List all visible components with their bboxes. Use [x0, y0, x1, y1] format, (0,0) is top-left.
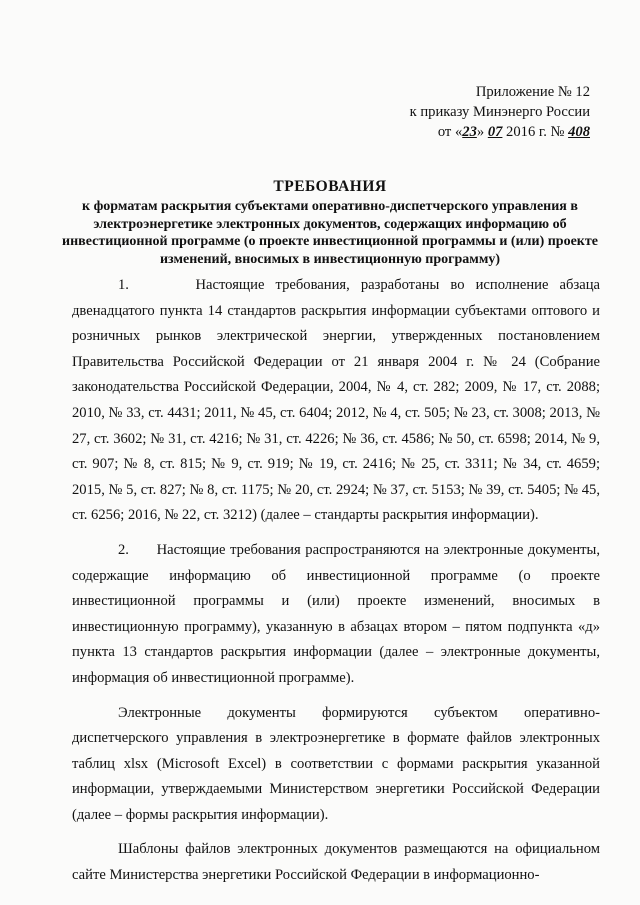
document-title: ТРЕБОВАНИЯ — [273, 178, 387, 195]
title-block — [60, 176, 600, 268]
date-day: 23 — [462, 124, 477, 140]
paragraph-1: 1. Настоящие требования, разработаны во исполнение абзаца двенадцатого пункта 14 стандартов раскрытия информации субъектами оптового и розничных рынков электрической энергии, утвержденных постановлением Правительства Российской Федерации от 21 января 2004 г. № 24 (Собрание законодательства Российской Федерации, 2004, № 4, ст. 282; 2009, № 17, ст. 2088; 2010, № 33, ст. 4431; 2011, № 45, ст. 6404; 2012, № 4, ст. 505; № 23, ст. 3008; 2013, № 27, ст. 3602; № 31, ст. 4216; № 31, ст. 4226; № 36, ст. 4586; № 50, ст. 6598; 2014, № 9, ст. 907; № 8, ст. 815; № 9, ст. 919; № 19, ст. 2416; № 25, ст. 3311; № 34, ст. 4659; 2015, № 5, ст. 827; № 8, ст. 1175; № 20, ст. 2924; № 37, ст. 5153; № 39, ст. 5405; № 45, ст. 6256; 2016, № 22, ст. 3212) (далее – стандарты раскрытия информации). — [72, 277, 600, 524]
date-year: 2016 г. № — [502, 124, 569, 140]
paragraph-3: Электронные документы формируются субъектом оперативно-диспетчерского управления в электроэнергетике в формате файлов электронных таблиц xlsx (Microsoft Excel) в соответствии с формами раскрытия указанной информации, утверждаемыми Министерством энергетики Российской Федерации (далее – формы раскрытия информации). — [72, 704, 600, 823]
order-date-line — [380, 122, 590, 142]
date-month: 07 — [487, 124, 503, 140]
document-subtitle: к форматам раскрытия субъектами оперативно-диспетчерского управления в электроэнергетике электронных документов, содержащих информацию об инвестиционной программе (о проекте инвестиционной программы и (или) проекте изменений, вносимых в инвестиционную программу) — [62, 199, 598, 267]
order-reference: к приказу Минэнерго России — [409, 104, 590, 120]
document-body — [72, 273, 600, 889]
appendix-number: Приложение № 12 — [475, 84, 590, 100]
paragraph-2: 2. Настоящие требования распространяются на электронные документы, содержащие информацию об инвестиционной программе (о проекте инвестиционной программы и (или) проекте изменений, вносимых в инвестиционную программу), указанную в абзацах втором – пятом подпункта «д» пункта 13 стандартов раскрытия информации (далее – электронные документы, информация об инвестиционной программе). — [72, 541, 600, 686]
order-number: 408 — [568, 124, 590, 140]
appendix-header — [380, 82, 590, 142]
date-prefix: от « — [437, 124, 463, 140]
paragraph-4: Шаблоны файлов электронных документов размещаются на официальном сайте Министерства энергетики Российской Федерации в информационно- — [72, 841, 600, 884]
date-mid: » — [476, 124, 488, 140]
